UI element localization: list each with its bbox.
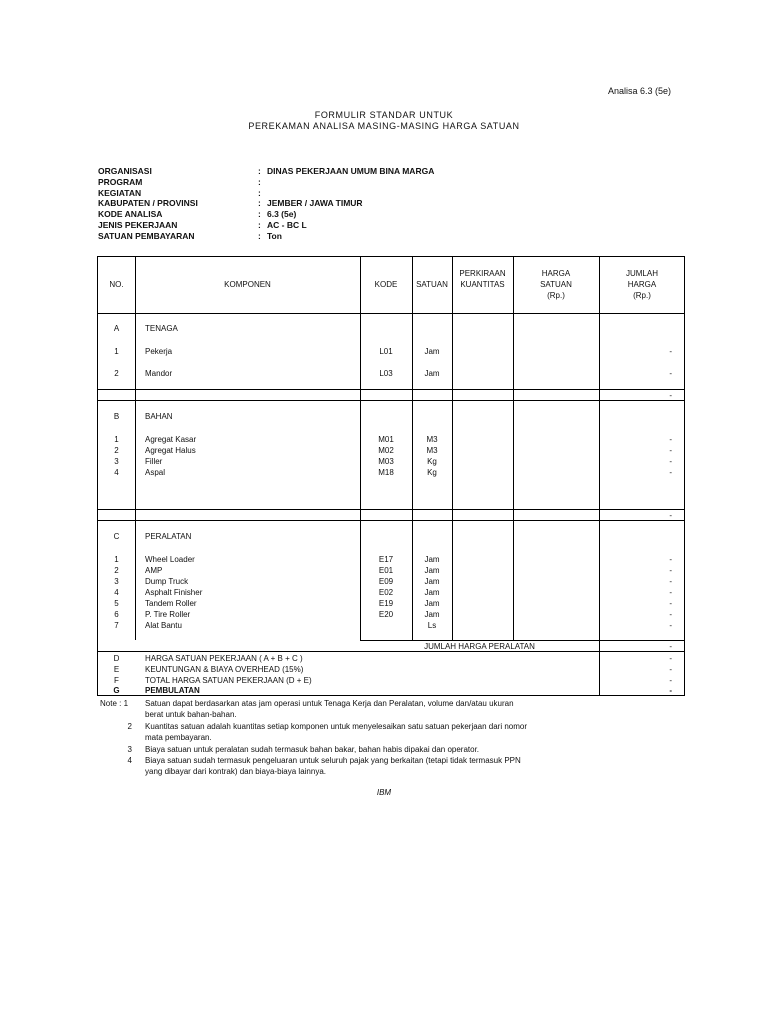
meta-label: KEGIATAN [98,187,142,198]
total-label: HARGA SATUAN PEKERJAAN ( A + B + C ) [145,654,303,663]
header-jumlah-harga [599,268,685,301]
item-kode: M02 [378,446,394,455]
item-name: Aspal [145,468,166,477]
section-no: C [113,532,120,541]
item-satuan: Kg [427,457,437,466]
section-title-bahan: BAHAN [145,412,173,421]
item-kode: E01 [378,566,394,575]
notes-block [100,698,527,778]
item-kode: L01 [379,347,393,356]
col-divider [599,257,600,695]
meta-colon: : [258,230,261,241]
item-kode: L03 [379,369,393,378]
note-item [100,744,527,755]
note-item [100,721,527,744]
meta-label: ORGANISASI [98,166,152,176]
item-satuan: Ls [427,621,437,630]
item-name: Agregat Halus [145,446,196,455]
header-harga-line1: HARGA [541,269,571,278]
item-no: 2 [114,566,119,575]
meta-row-program [98,177,434,188]
total-value: - [669,665,672,674]
meta-value: Ton [267,230,282,241]
item-satuan: Jam [424,610,440,619]
item-no: 2 [114,369,119,378]
item-kode: M03 [378,457,394,466]
col-divider [452,257,453,640]
meta-colon: : [258,166,261,176]
peralatan-subtotal-label: JUMLAH HARGA PERALATAN [424,642,535,651]
form-title-line2: PEREKAMAN ANALISA MASING-MASING HARGA SATUAN [248,121,520,131]
note-text-line: mata pembayaran. [145,733,212,743]
item-name: P. Tire Roller [145,610,191,619]
item-no: 6 [114,610,119,619]
section-title-peralatan: PERALATAN [145,532,192,541]
item-kode: M01 [378,435,394,444]
col-divider [135,257,136,640]
item-name: Pekerja [145,347,173,356]
tenaga-end-line [98,400,684,401]
meta-row-kegiatan [98,188,434,199]
header-kuantitas-line1: PERKIRAAN [459,269,506,278]
header-harga-satuan [513,268,599,301]
item-no: 2 [114,446,119,455]
meta-colon: : [258,187,261,198]
item-satuan: Jam [424,369,440,378]
total-no: D [113,654,120,663]
item-satuan: Jam [424,555,440,564]
signature-initials: IBM [376,788,392,797]
col-divider [513,257,514,640]
item-jumlah: - [669,610,672,619]
note-number: 4 [127,756,132,766]
analysis-reference: Analisa 6.3 (5e) [608,86,672,96]
header-satuan: SATUAN [416,280,448,289]
item-name: AMP [145,566,163,575]
note-text-line: Kuantitas satuan adalah kuantitas setiap komponen untuk menyelesaikan satu satuan pekerjaan dari nomor [145,721,528,731]
header-komponen: KOMPONEN [224,280,271,289]
item-name: Dump Truck [145,577,189,586]
meta-colon: : [258,219,261,230]
total-label: TOTAL HARGA SATUAN PEKERJAAN (D + E) [145,676,312,685]
header-no: NO. [109,280,124,289]
item-jumlah: - [669,457,672,466]
meta-colon: : [258,209,261,220]
item-kode: E02 [378,588,394,597]
item-satuan: Jam [424,588,440,597]
item-no: 1 [114,555,119,564]
total-value: - [669,654,672,663]
bahan-subtotal-line [98,509,684,510]
item-kode: E17 [378,555,394,564]
note-number: 3 [127,744,132,754]
item-kode: M18 [378,468,394,477]
item-no: 1 [114,347,119,356]
item-no: 3 [114,457,119,466]
analysis-table [97,256,685,696]
meta-colon: : [258,176,261,187]
item-jumlah: - [669,566,672,575]
item-no: 1 [114,435,119,444]
item-name: Wheel Loader [145,555,195,564]
meta-row-organisasi [98,166,434,177]
item-kode: E20 [378,610,394,619]
item-satuan: Jam [424,566,440,575]
tenaga-subtotal-line [98,389,684,390]
item-name: Filler [145,457,163,466]
note-number: 2 [127,721,132,731]
bahan-subtotal: - [669,511,672,520]
item-jumlah: - [669,468,672,477]
note-number: Note : 1 [100,699,129,708]
tenaga-subtotal: - [669,391,672,400]
item-no: 3 [114,577,119,586]
item-no: 7 [114,621,119,630]
item-jumlah: - [669,588,672,597]
form-title-line1: FORMULIR STANDAR UNTUK [314,110,454,120]
item-jumlah: - [669,435,672,444]
meta-label: SATUAN PEMBAYARAN [98,230,195,241]
item-name: Agregat Kasar [145,435,197,444]
item-kode: E09 [378,577,394,586]
item-name: Asphalt Finisher [145,588,203,597]
header-separator [98,313,684,314]
note-text-line: Biaya satuan sudah termasuk pengeluaran untuk seluruh pajak yang berkaitan (tetapi tidak termasuk PPN [145,756,521,766]
meta-row-kode-analisa [98,209,434,220]
item-satuan: Jam [424,577,440,586]
meta-row-satuan-pembayaran [98,231,434,242]
header-harga-line2: SATUAN [540,280,572,289]
note-text-line: yang dibayar dari kontrak) dan biaya-biaya lainnya. [145,767,326,777]
header-kode: KODE [374,280,398,289]
peralatan-subtotal: - [669,642,672,651]
total-value: - [669,686,672,695]
meta-value: JEMBER / JAWA TIMUR [267,198,363,209]
item-satuan: Jam [424,347,440,356]
header-kuantitas [452,268,513,290]
total-no: F [114,676,119,685]
note-text-line: berat untuk bahan-bahan. [145,710,237,720]
item-jumlah: - [669,369,672,378]
item-no: 4 [114,588,119,597]
header-jumlah-line1: JUMLAH [625,269,658,278]
item-satuan: Kg [427,468,437,477]
total-value: - [669,676,672,685]
item-name: Tandem Roller [145,599,197,608]
item-jumlah: - [669,621,672,630]
meta-value: AC - BC L [267,219,307,230]
item-jumlah: - [669,446,672,455]
meta-value: DINAS PEKERJAAN UMUM BINA MARGA [267,166,435,176]
item-name: Alat Bantu [145,621,182,630]
total-label: PEMBULATAN [145,686,200,695]
meta-value: 6.3 (5e) [267,209,297,220]
meta-label: JENIS PEKERJAAN [98,219,178,230]
bahan-end-line [98,520,684,521]
total-label: KEUNTUNGAN & BIAYA OVERHEAD (15%) [145,665,304,674]
section-no: B [113,412,120,421]
meta-row-kabupaten [98,198,434,209]
header-kuantitas-line2: KUANTITAS [460,280,505,289]
total-no: G [113,686,120,695]
item-satuan: M3 [426,446,438,455]
meta-row-jenis-pekerjaan [98,220,434,231]
item-no: 5 [114,599,119,608]
total-no: E [113,665,120,674]
meta-block [98,166,434,242]
item-name: Mandor [145,369,173,378]
item-jumlah: - [669,599,672,608]
note-item [100,698,527,721]
header-harga-line3: (Rp.) [547,291,565,300]
section-title-tenaga: TENAGA [145,324,178,333]
section-no: A [113,324,120,333]
item-kode: E19 [378,599,394,608]
note-text-line: Biaya satuan untuk peralatan sudah termasuk bahan bakar, bahan habis dipakai dan operator. [145,744,480,754]
item-jumlah: - [669,555,672,564]
meta-label: KABUPATEN / PROVINSI [98,198,198,209]
item-satuan: Jam [424,599,440,608]
note-item [100,755,527,778]
note-text-line: Satuan dapat berdasarkan atas jam operasi untuk Tenaga Kerja dan Peralatan, volume dan/atau ukuran [145,699,514,708]
item-satuan: M3 [426,435,438,444]
item-no: 4 [114,468,119,477]
header-jumlah-line3: (Rp.) [633,291,651,300]
item-jumlah: - [669,577,672,586]
meta-label: KODE ANALISA [98,209,163,220]
item-jumlah: - [669,347,672,356]
meta-label: PROGRAM [98,176,143,187]
header-jumlah-line2: HARGA [627,280,657,289]
meta-colon: : [258,198,261,209]
